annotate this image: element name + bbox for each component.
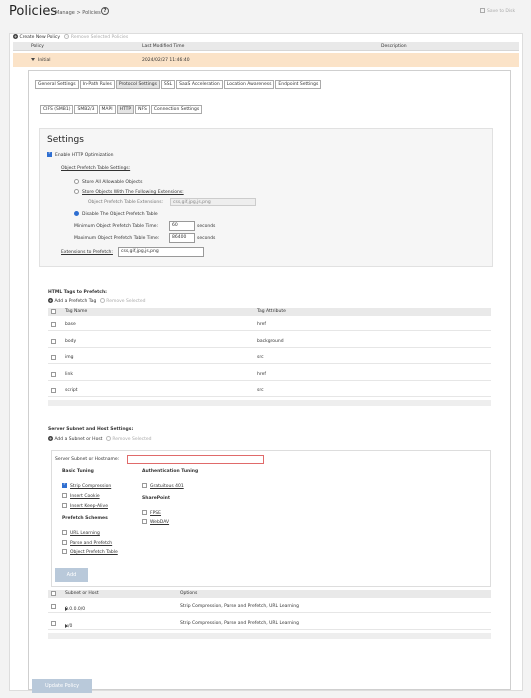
row-checkbox[interactable] xyxy=(51,355,56,360)
remove-policies-link[interactable]: Remove Selected Policies xyxy=(70,35,129,40)
select-all-subnets-checkbox[interactable] xyxy=(51,591,56,596)
table-row[interactable]: ::/0 Strip Compression, Parse and Prefetch, URL Learning xyxy=(48,618,491,630)
table-row[interactable] xyxy=(48,385,491,397)
col-policy[interactable]: Policy xyxy=(31,44,44,49)
html-tags-actions xyxy=(48,298,146,304)
row-checkbox[interactable] xyxy=(51,604,56,609)
enable-http-row[interactable] xyxy=(47,152,114,158)
subnet-scrollbar[interactable] xyxy=(48,633,491,639)
min-seconds-label: seconds xyxy=(197,224,216,229)
parse-prefetch-label: Parse and Prefetch xyxy=(70,541,113,546)
subnet-options: Strip Compression, Parse and Prefetch, URL Learning xyxy=(180,604,299,609)
url-learning-checkbox[interactable] xyxy=(62,530,67,535)
strip-compression-label: Strip Compression xyxy=(70,484,112,489)
gratuitous-401-checkbox[interactable] xyxy=(142,483,147,488)
policy-row[interactable] xyxy=(13,53,519,67)
basic-tuning-title: Basic Tuning xyxy=(62,469,94,474)
protocol-tabs xyxy=(40,105,203,114)
table-row[interactable]: 0.0.0.0/0 Strip Compression, Parse and Prefetch, URL Learning xyxy=(48,601,491,613)
fpse-row[interactable] xyxy=(142,510,161,516)
col-subnet-host[interactable]: Subnet or Host xyxy=(65,591,99,596)
tab-protocol-settings[interactable]: Protocol Settings xyxy=(116,80,160,89)
ext-prefetch-input[interactable]: css,gif,jpg,js,png xyxy=(118,247,204,257)
min-time-label: Minimum Object Prefetch Table Time: xyxy=(74,224,158,229)
tag-name: img xyxy=(65,355,74,360)
save-to-disk-label: Save to Disk xyxy=(487,9,516,14)
select-all-tags-checkbox[interactable] xyxy=(51,309,56,314)
subnet-input[interactable] xyxy=(127,455,264,464)
tab-general-settings[interactable]: General Settings xyxy=(35,80,79,89)
tag-name: body xyxy=(65,339,77,344)
plus-circle-icon: + xyxy=(13,34,18,39)
plus-circle-icon: + xyxy=(48,436,53,441)
tags-scrollbar[interactable] xyxy=(48,400,491,406)
subnet-field-label: Server Subnet or Hostname: xyxy=(55,457,120,462)
save-to-disk-button[interactable] xyxy=(480,8,515,14)
ext-prefetch-label: Extensions to Prefetch: xyxy=(61,250,113,255)
help-icon[interactable]: ? xyxy=(101,7,109,15)
prefetch-schemes-title: Prefetch Schemes xyxy=(62,516,108,521)
table-row[interactable] xyxy=(48,319,491,331)
object-prefetch-checkbox[interactable] xyxy=(62,549,67,554)
subnet-options: Strip Compression, Parse and Prefetch, URL Learning xyxy=(180,621,299,626)
min-time-input[interactable]: 60 xyxy=(169,221,195,231)
subnet-title: Server Subnet and Host Settings: xyxy=(48,427,134,432)
store-ext-label: Store Objects With The Following Extensions: xyxy=(82,190,184,195)
page-title: Policies xyxy=(9,4,58,19)
policy-modified: 2024/02/27 11:46:40 xyxy=(142,58,190,63)
tag-attribute: background xyxy=(257,339,284,344)
tab-ssl[interactable]: SSL xyxy=(161,80,175,89)
disable-label: Disable The Object Prefetch Table xyxy=(82,212,158,217)
store-ext-radio[interactable] xyxy=(74,189,79,194)
url-learning-row[interactable] xyxy=(62,530,100,536)
policy-table-header xyxy=(13,42,519,51)
breadcrumb[interactable]: Manage > Policies xyxy=(55,10,101,16)
prefetch-ext-input[interactable]: css,gif,jpg,js,png xyxy=(170,198,256,206)
tab-smb23[interactable]: SMB2/3 xyxy=(74,105,97,114)
tag-name: base xyxy=(65,322,76,327)
strip-compression-checkbox[interactable] xyxy=(62,483,67,488)
settings-title: Settings xyxy=(47,135,84,145)
object-prefetch-row[interactable] xyxy=(62,549,118,555)
sharepoint-title: SharePoint xyxy=(142,496,171,501)
gratuitous-401-label: Gratuitous 401 xyxy=(150,484,184,489)
insert-cookie-checkbox[interactable] xyxy=(62,493,67,498)
table-row[interactable] xyxy=(48,336,491,348)
minus-circle-icon: - xyxy=(66,34,68,39)
minus-circle-icon xyxy=(106,436,111,441)
update-policy-button[interactable]: Update Policy xyxy=(32,679,92,693)
disk-icon xyxy=(480,8,485,13)
insert-keepalive-row[interactable] xyxy=(62,503,108,509)
tab-in-path-rules[interactable]: In-Path Rules xyxy=(80,80,115,89)
tag-attribute: src xyxy=(257,388,264,393)
create-policy-link[interactable]: Create New Policy xyxy=(19,35,61,40)
webdav-label: WebDAV xyxy=(150,520,170,525)
tab-nfs[interactable]: NFS xyxy=(135,105,150,114)
parse-prefetch-row[interactable] xyxy=(62,540,112,546)
html-tags-title: HTML Tags to Prefetch: xyxy=(48,290,107,295)
subnet-table-header xyxy=(48,590,491,598)
webdav-row[interactable] xyxy=(142,519,169,525)
max-seconds-label: seconds xyxy=(197,236,216,241)
tab-connection-settings[interactable]: Connection Settings xyxy=(151,105,202,114)
disable-radio[interactable] xyxy=(74,211,79,216)
insert-keepalive-label: Insert Keep-Alive xyxy=(70,504,108,509)
insert-cookie-label: Insert Cookie xyxy=(70,494,100,499)
tag-attribute: href xyxy=(257,322,266,327)
tab-endpoint-settings[interactable]: Endpoint Settings xyxy=(275,80,321,89)
tab-cifs[interactable]: CIFS (SMB1) xyxy=(40,105,73,114)
store-all-row[interactable] xyxy=(74,179,142,185)
row-checkbox[interactable] xyxy=(51,388,56,393)
policy-name: Initial xyxy=(31,58,50,63)
tab-mapi[interactable]: MAPI xyxy=(99,105,116,114)
row-checkbox[interactable] xyxy=(51,621,56,626)
max-time-input[interactable]: 86400 xyxy=(169,233,195,243)
row-checkbox[interactable] xyxy=(51,372,56,377)
policy-actions xyxy=(13,34,128,40)
add-subnet-button[interactable]: Add xyxy=(55,568,88,582)
col-options[interactable]: Options xyxy=(180,591,198,596)
disable-row[interactable] xyxy=(74,211,158,217)
prefetch-ext-label: Object Prefetch Table Extensions: xyxy=(88,200,164,205)
subnet-form xyxy=(51,450,491,587)
add-subnet-link[interactable]: Add a Subnet or Host xyxy=(54,437,103,442)
tab-http[interactable]: HTTP xyxy=(117,105,135,114)
fpse-checkbox[interactable] xyxy=(142,510,147,515)
insert-keepalive-checkbox[interactable] xyxy=(62,503,67,508)
row-checkbox[interactable] xyxy=(51,322,56,327)
prefetch-table-label: Object Prefetch Table Settings: xyxy=(61,166,131,171)
tags-table-header xyxy=(48,308,491,316)
tab-location-awareness[interactable]: Location Awareness xyxy=(224,80,275,89)
col-last-modified[interactable]: Last Modified Time xyxy=(142,44,185,49)
object-prefetch-label: Object Prefetch Table xyxy=(70,550,118,555)
tag-attribute: src xyxy=(257,355,264,360)
table-row[interactable] xyxy=(48,352,491,364)
strip-compression-row[interactable] xyxy=(62,483,111,489)
enable-http-label: Enable HTTP Optimization xyxy=(55,153,114,158)
url-learning-label: URL Learning xyxy=(70,531,100,536)
auth-tuning-title: Authentication Tuning xyxy=(142,469,199,474)
settings-panel xyxy=(39,128,493,267)
parse-prefetch-checkbox[interactable] xyxy=(62,540,67,545)
store-all-radio[interactable] xyxy=(74,179,79,184)
table-row[interactable] xyxy=(48,369,491,381)
remove-subnet-link[interactable]: Remove Selected xyxy=(112,437,152,442)
tag-attribute: href xyxy=(257,372,266,377)
gratuitous-401-row[interactable] xyxy=(142,483,184,489)
policy-tabs xyxy=(35,80,322,89)
store-ext-row[interactable] xyxy=(74,189,184,195)
store-all-label: Store All Allowable Objects xyxy=(82,180,143,185)
insert-cookie-row[interactable] xyxy=(62,493,100,499)
enable-http-checkbox[interactable] xyxy=(47,152,52,157)
tab-saas-acceleration[interactable]: SaaS Acceleration xyxy=(176,80,223,89)
tag-name: link xyxy=(65,372,73,377)
webdav-checkbox[interactable] xyxy=(142,519,147,524)
fpse-label: FPSE xyxy=(150,511,162,516)
col-description[interactable]: Description xyxy=(381,44,407,49)
col-tag-attribute[interactable]: Tag Attribute xyxy=(257,309,286,314)
plus-circle-icon: + xyxy=(48,298,53,303)
col-tag-name[interactable]: Tag Name xyxy=(65,309,88,314)
remove-tag-link[interactable]: Remove Selected xyxy=(106,299,146,304)
tag-name: script xyxy=(65,388,78,393)
minus-circle-icon xyxy=(100,298,105,303)
subnet-actions xyxy=(48,436,152,442)
max-time-label: Maximum Object Prefetch Table Time: xyxy=(74,236,160,241)
caret-down-icon xyxy=(31,58,35,61)
row-checkbox[interactable] xyxy=(51,339,56,344)
add-prefetch-tag-link[interactable]: Add a Prefetch Tag xyxy=(54,299,97,304)
